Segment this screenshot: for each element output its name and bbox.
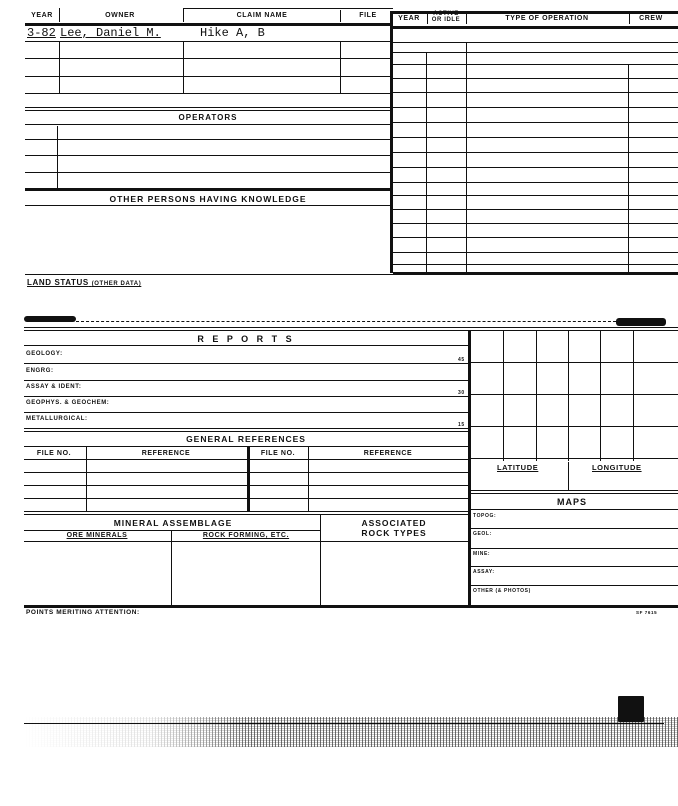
divider — [25, 205, 393, 206]
grid-line — [503, 330, 504, 461]
ore-minerals-field[interactable] — [25, 543, 170, 603]
header-active-idle — [432, 11, 461, 23]
divider — [470, 528, 678, 529]
divider — [24, 396, 469, 397]
header-active: ACTIVE — [433, 11, 459, 17]
associated-label: ASSOCIATED — [361, 518, 427, 528]
points-meriting-attention-field[interactable] — [24, 620, 678, 710]
divider — [470, 490, 678, 494]
divider — [393, 26, 678, 29]
scan-mark — [24, 316, 76, 322]
divider — [470, 509, 678, 510]
claim-year[interactable]: 3-82 — [27, 26, 56, 40]
report-field[interactable] — [110, 366, 450, 379]
grid-line — [470, 394, 678, 395]
form-number: SF 7615 — [636, 610, 658, 615]
operation-row[interactable] — [393, 264, 678, 265]
map-field[interactable] — [470, 575, 676, 584]
operation-row[interactable] — [393, 64, 678, 65]
land-status-label — [27, 278, 141, 287]
divider — [24, 605, 678, 608]
report-field[interactable] — [110, 398, 450, 411]
divider — [25, 188, 393, 191]
report-field[interactable] — [110, 349, 450, 362]
header-file: FILE — [359, 12, 377, 19]
map-label: OTHER (& PHOTOS) — [473, 588, 531, 594]
header-reference-2: REFERENCE — [363, 450, 413, 457]
header-or-idle: OR IDLE — [431, 17, 461, 23]
grid-line — [470, 426, 678, 427]
row-line — [25, 58, 393, 59]
operation-row[interactable] — [393, 92, 678, 93]
report-label: METALLURGICAL: — [26, 416, 88, 422]
divider — [470, 548, 678, 549]
grid-line — [633, 330, 634, 461]
rock-forming-field[interactable] — [173, 543, 319, 603]
header-type-of-operation: TYPE OF OPERATION — [505, 15, 589, 22]
claim-name[interactable]: Hike A, B — [200, 26, 265, 40]
header-year: YEAR — [31, 12, 53, 19]
reports-title: R E P O R T S — [197, 334, 295, 344]
map-label: MINE: — [473, 551, 491, 557]
operators-row[interactable] — [25, 172, 393, 173]
divider — [171, 530, 172, 605]
divider — [390, 11, 393, 273]
operation-row[interactable] — [393, 122, 678, 123]
divider — [183, 8, 184, 22]
divider — [470, 566, 678, 567]
map-label: TOPOG: — [473, 513, 497, 519]
associated-rock-types-field[interactable] — [322, 543, 467, 603]
map-field[interactable] — [470, 537, 676, 546]
row-line — [25, 76, 393, 77]
rock-types-label: ROCK TYPES — [361, 528, 427, 538]
operation-row[interactable] — [393, 209, 678, 210]
operation-row[interactable] — [393, 42, 678, 43]
grid-line — [600, 330, 601, 461]
latitude-label: LATITUDE — [497, 463, 539, 472]
ore-minerals-label: ORE MINERALS — [66, 532, 128, 539]
operation-row[interactable] — [393, 223, 678, 224]
divider — [340, 10, 341, 22]
divider — [57, 126, 58, 188]
divider — [629, 12, 630, 24]
divider — [24, 345, 469, 346]
operation-row[interactable] — [393, 182, 678, 183]
divider — [340, 41, 341, 93]
divider — [25, 107, 393, 111]
header-file-no: FILE NO. — [36, 450, 72, 457]
divider — [24, 412, 469, 413]
latitude-field[interactable] — [471, 472, 567, 489]
divider — [86, 446, 87, 512]
report-label: GEOPHYS. & GEOCHEM: — [26, 400, 110, 406]
divider — [24, 327, 678, 331]
points-meriting-attention-label: POINTS MERITING ATTENTION: — [26, 609, 140, 616]
report-field[interactable] — [110, 382, 450, 395]
divider — [25, 124, 393, 125]
operation-row[interactable] — [393, 107, 678, 108]
operation-row[interactable] — [393, 52, 678, 53]
divider — [470, 585, 678, 586]
grid-line — [568, 330, 569, 461]
header-crew: CREW — [639, 15, 663, 22]
map-field[interactable] — [470, 519, 676, 528]
divider — [426, 52, 427, 272]
map-field[interactable] — [470, 557, 676, 566]
report-field[interactable] — [110, 414, 450, 427]
report-label: GEOLOGY: — [26, 351, 63, 357]
longitude-label: LONGITUDE — [592, 463, 642, 472]
map-field[interactable] — [470, 594, 676, 603]
land-status-title: LAND STATUS — [27, 278, 89, 287]
scan-mark — [616, 318, 666, 326]
grid-line — [536, 330, 537, 461]
divider — [568, 462, 569, 490]
divider — [24, 530, 320, 531]
divider — [466, 12, 467, 24]
claim-owner[interactable]: Lee, Daniel M. — [60, 26, 161, 40]
operation-row[interactable] — [393, 252, 678, 253]
rock-forming-label: ROCK FORMING, ETC. — [202, 532, 290, 539]
divider — [59, 8, 60, 22]
latitude-minute-mark: 30 — [458, 390, 465, 396]
operators-row[interactable] — [25, 155, 393, 156]
divider — [24, 380, 469, 381]
divider — [628, 65, 629, 272]
divider — [320, 514, 321, 605]
operation-row[interactable] — [393, 78, 678, 79]
divider — [25, 274, 678, 275]
divider — [24, 363, 469, 364]
longitude-field[interactable] — [570, 472, 676, 489]
row-line — [25, 41, 393, 42]
divider — [183, 8, 393, 9]
operation-row[interactable] — [393, 137, 678, 138]
other-persons-title: OTHER PERSONS HAVING KNOWLEDGE — [109, 194, 307, 204]
header-owner: OWNER — [105, 12, 135, 19]
header-op-year: YEAR — [398, 15, 420, 22]
other-persons-field[interactable] — [25, 207, 391, 262]
operators-row[interactable] — [25, 139, 393, 140]
divider — [247, 446, 250, 512]
latitude-minute-mark: 45 — [458, 357, 465, 363]
scan-mark — [618, 696, 644, 722]
divider — [24, 511, 469, 515]
report-label: ENGRG: — [26, 368, 54, 374]
header-claim-name: CLAIM NAME — [236, 12, 288, 19]
land-status-subtitle: (OTHER DATA) — [91, 281, 142, 287]
grid-line — [470, 362, 678, 363]
operation-row[interactable] — [393, 152, 678, 153]
latitude-minute-mark: 15 — [458, 422, 465, 428]
divider — [76, 321, 616, 322]
header-file-no-2: FILE NO. — [260, 450, 296, 457]
report-label: ASSAY & IDENT: — [26, 384, 82, 390]
associated-rock-types-title — [361, 518, 426, 538]
divider — [466, 42, 467, 272]
divider — [24, 428, 469, 432]
row-line — [25, 93, 393, 94]
operation-row[interactable] — [393, 167, 678, 168]
divider — [308, 446, 309, 512]
maps-title: MAPS — [556, 497, 588, 507]
scan-noise — [20, 717, 678, 747]
operation-row[interactable] — [393, 237, 678, 238]
divider — [24, 541, 469, 542]
divider — [427, 12, 428, 24]
grid-line — [470, 458, 678, 459]
divider — [59, 41, 60, 93]
mineral-assemblage-title: MINERAL ASSEMBLAGE — [113, 518, 233, 528]
operation-row[interactable] — [393, 195, 678, 196]
map-label: ASSAY: — [473, 569, 495, 575]
land-status-field[interactable] — [25, 290, 678, 318]
header-reference: REFERENCE — [141, 450, 191, 457]
general-references-title: GENERAL REFERENCES — [186, 434, 306, 444]
divider — [183, 41, 184, 93]
map-label: GEOL: — [473, 531, 492, 537]
operators-title: OPERATORS — [178, 113, 238, 122]
